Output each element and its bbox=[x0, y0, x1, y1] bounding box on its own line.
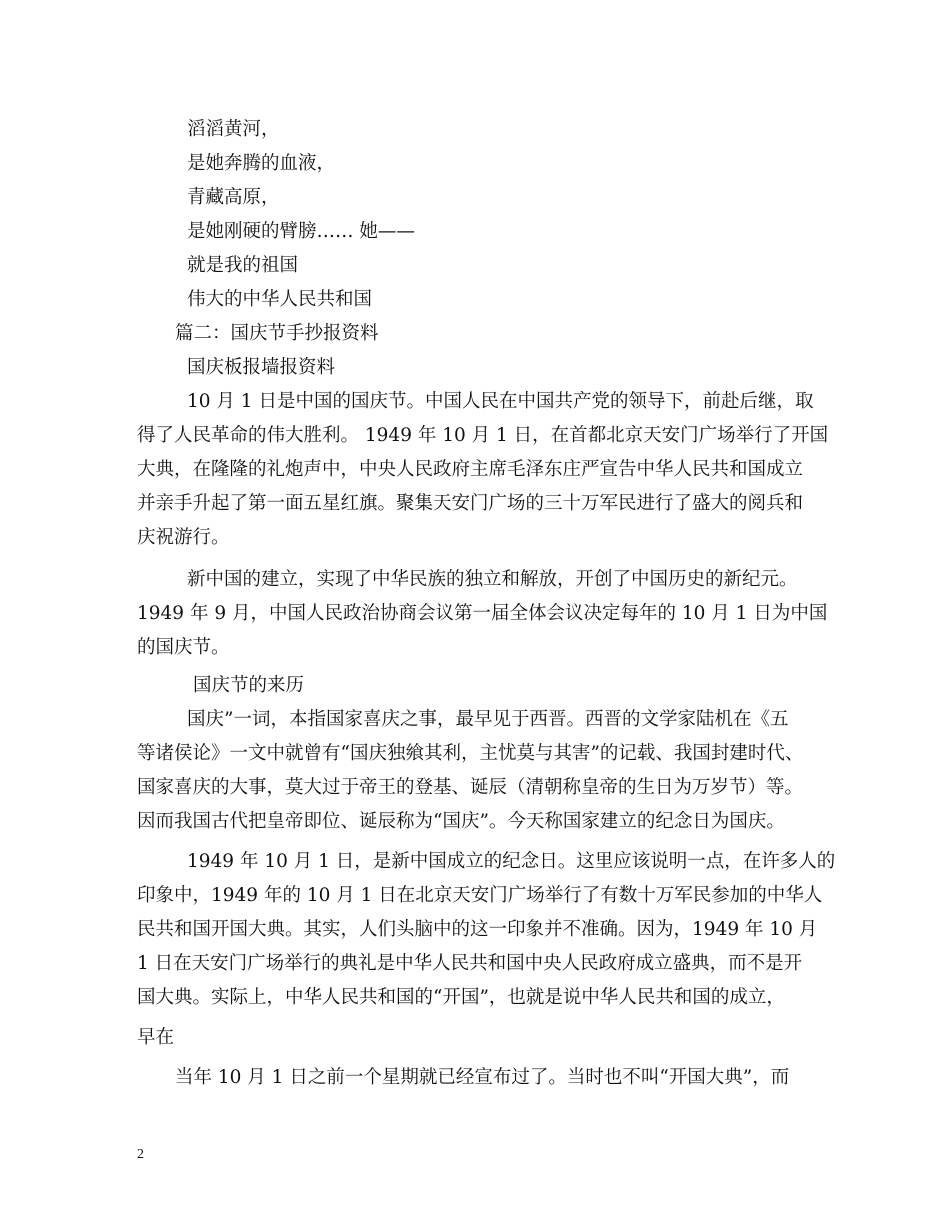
paragraph-line: 国大典。实际上，中华人民共和国的“开国”，也就是说中华人民共和国的成立， bbox=[137, 987, 785, 1008]
paragraph-line: 民共和国开国大典。其实，人们头脑中的这一印象并不准确。因为，1949 年 10 月 bbox=[137, 919, 818, 940]
poem-line: 滔滔黄河， bbox=[187, 119, 280, 140]
paragraph-line: 等诸侯论》一文中就曾有“国庆独飨其利，主忧莫与其害”的记载、我国封建时代、 bbox=[137, 743, 804, 764]
page-number: 2 bbox=[137, 1147, 144, 1162]
paragraph-line: 新中国的建立，实现了中华民族的独立和解放，开创了中国历史的新纪元。 bbox=[187, 569, 798, 590]
origin-heading: 国庆节的来历 bbox=[193, 675, 305, 696]
paragraph-line: 早在 bbox=[137, 1027, 175, 1048]
poem-line: 就是我的祖国 bbox=[187, 255, 299, 276]
paragraph-line: 当年 10 月 1 日之前一个星期就已经宣布过了。当时也不叫“开国大典”，而 bbox=[175, 1067, 790, 1088]
poem-line: 是她刚硬的臂膀…… 她—— bbox=[187, 221, 415, 242]
paragraph-line: 的国庆节。 bbox=[137, 637, 230, 658]
paragraph-line: 并亲手升起了第一面五星红旗。聚集天安门广场的三十万军民进行了盛大的阅兵和 bbox=[137, 493, 804, 514]
paragraph-line: 大典，在隆隆的礼炮声中，中央人民政府主席毛泽东庄严宣告中华人民共和国成立 bbox=[137, 459, 804, 480]
paragraph-line: 1 日在天安门广场举行的典礼是中华人民共和国中央人民政府成立盛典，而不是开 bbox=[137, 953, 803, 974]
paragraph-line: 国家喜庆的大事，莫大过于帝王的登基、诞辰（清朝称皇帝的生日为万岁节）等。 bbox=[137, 777, 804, 798]
poem-line: 是她奔腾的血液， bbox=[187, 153, 336, 174]
section-heading: 篇二：国庆节手抄报资料 bbox=[175, 323, 379, 344]
paragraph-line: 庆祝游行。 bbox=[137, 527, 230, 548]
poem-line: 伟大的中华人民共和国 bbox=[187, 289, 373, 310]
paragraph-line: 因而我国古代把皇帝即位、诞辰称为“国庆”。今天称国家建立的纪念日为国庆。 bbox=[137, 811, 785, 832]
poem-line: 青藏高原， bbox=[187, 187, 280, 208]
paragraph-line: 印象中，1949 年的 10 月 1 日在北京天安门广场举行了有数十万军民参加的中华人 bbox=[137, 885, 823, 906]
paragraph-line: 得了人民革命的伟大胜利。 1949 年 10 月 1 日，在首都北京天安门广场举行了开国 bbox=[137, 425, 829, 446]
subheading: 国庆板报墙报资料 bbox=[187, 357, 336, 378]
paragraph-line: 10 月 1 日是中国的国庆节。中国人民在中国共产党的领导下，前赴后继，取 bbox=[187, 391, 814, 412]
paragraph-line: 1949 年 9 月，中国人民政治协商会议第一届全体会议决定每年的 10 月 1 日为中国 bbox=[137, 603, 828, 624]
paragraph-line: 国庆”一词，本指国家喜庆之事，最早见于西晋。西晋的文学家陆机在《五 bbox=[187, 709, 789, 730]
paragraph-line: 1949 年 10 月 1 日，是新中国成立的纪念日。这里应该说明一点，在许多人的 bbox=[187, 851, 836, 872]
